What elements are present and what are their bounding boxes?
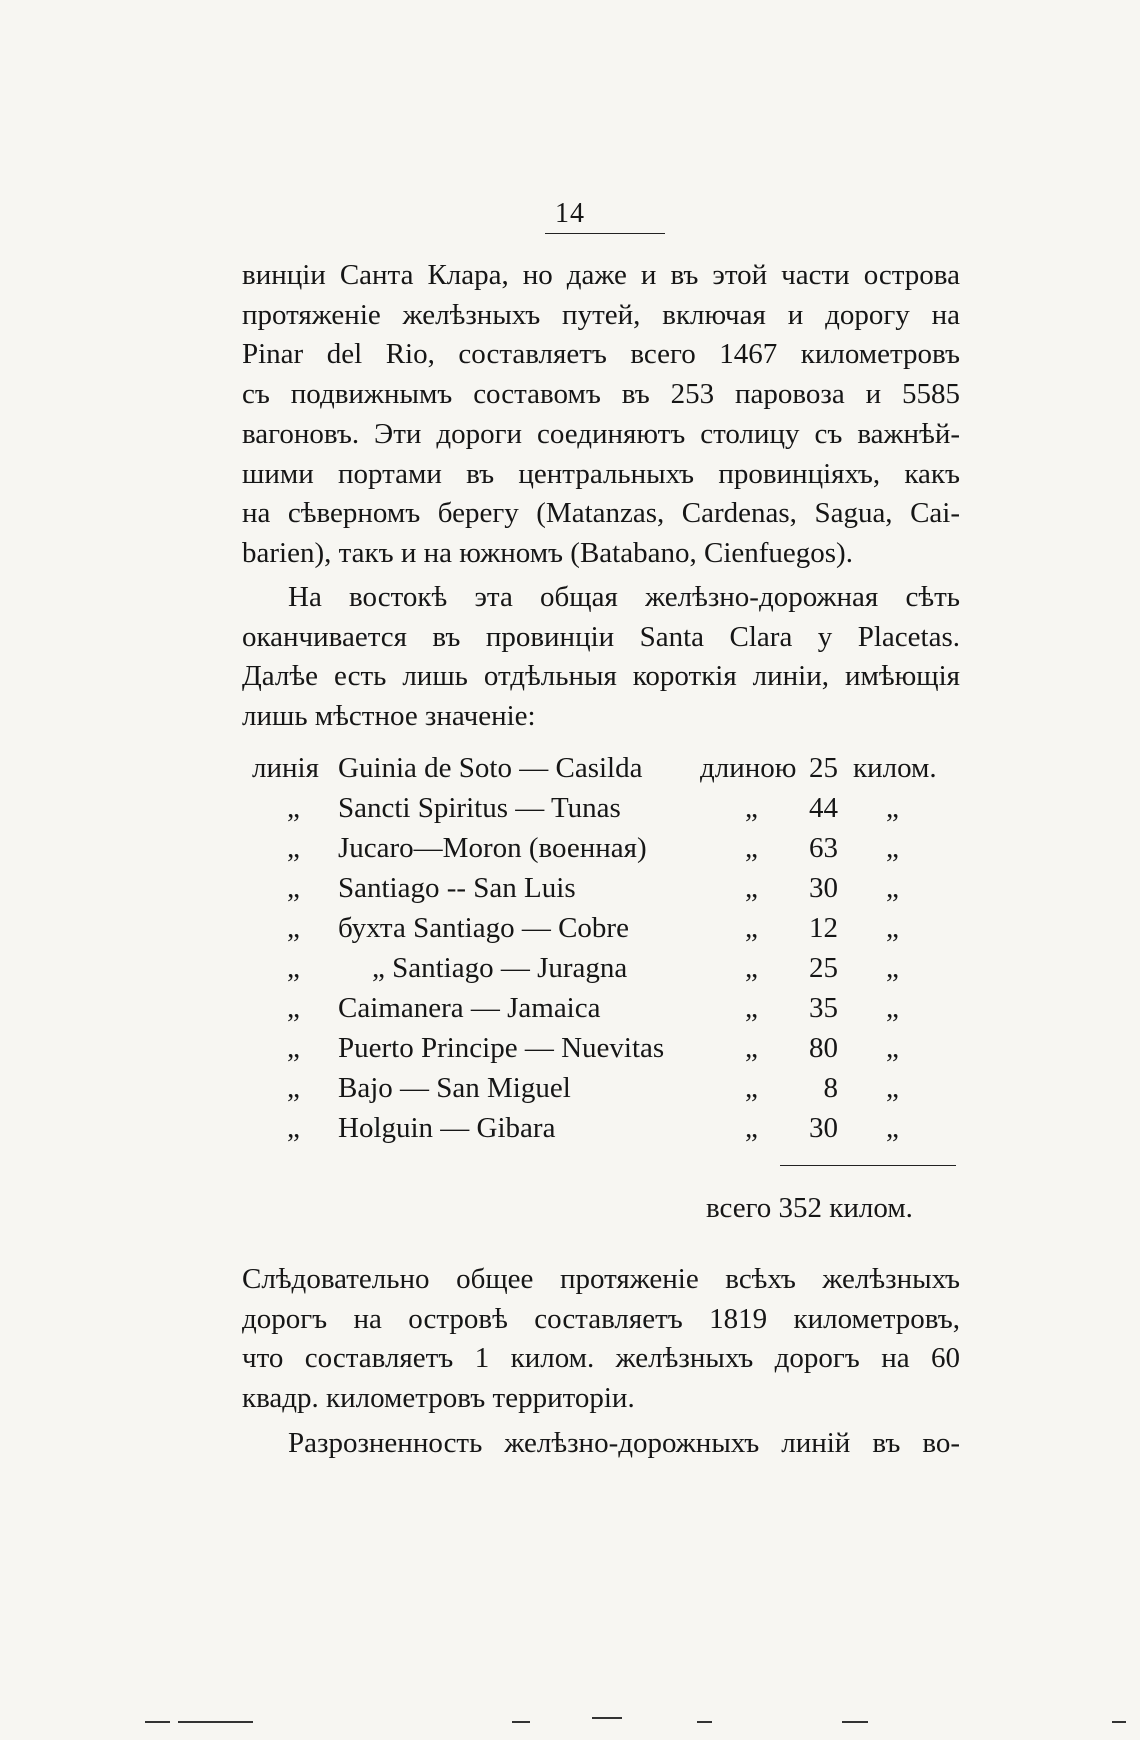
paragraph-line: дорогъ на островѣ составляетъ 1819 километровъ,	[242, 1302, 960, 1335]
railway-table	[252, 752, 957, 1152]
ditto-mark: „	[886, 952, 899, 984]
unit-label: килом.	[853, 752, 937, 784]
length-value: 30	[809, 872, 838, 904]
ditto-mark: „	[745, 832, 758, 864]
line-label: линія	[252, 752, 319, 784]
paragraph-line: на сѣверномъ берегу (Matanzas, Cardenas, Sagua, Cai-	[242, 497, 960, 530]
table-row	[252, 1112, 957, 1152]
page-number: 14	[555, 198, 585, 229]
paragraph-line: barien), такъ и на южномъ (Batabano, Cienfuegos).	[242, 536, 853, 569]
paragraph-line: квадр. километровъ территоріи.	[242, 1382, 635, 1415]
ditto-mark: „	[886, 1112, 899, 1144]
table-row	[252, 952, 957, 992]
ditto-mark: „	[886, 872, 899, 904]
paragraph-line: Pinar del Rio, составляетъ всего 1467 километровъ	[242, 338, 960, 371]
ditto-mark: „	[287, 1032, 300, 1064]
length-value: 44	[809, 792, 838, 824]
length-value: 63	[809, 832, 838, 864]
table-row	[252, 1072, 957, 1112]
length-value: 80	[809, 1032, 838, 1064]
ditto-mark: „	[886, 992, 899, 1024]
paragraph-line: шими портами въ центральныхъ провинціяхъ, какъ	[242, 457, 960, 490]
ditto-mark: „	[886, 1072, 899, 1104]
table-row	[252, 912, 957, 952]
length-value: 25	[809, 752, 838, 784]
route-name: Holguin — Gibara	[338, 1112, 556, 1144]
scan-mark	[842, 1721, 868, 1723]
ditto-mark: „	[287, 872, 300, 904]
route-name: Caimanera — Jamaica	[338, 992, 601, 1024]
ditto-mark: „	[745, 1032, 758, 1064]
paragraph-line: что составляетъ 1 килом. желѣзныхъ дорогъ на 60	[242, 1342, 960, 1375]
route-name: Puerto Principe — Nuevitas	[338, 1032, 665, 1064]
paragraph-line: лишь мѣстное значеніе:	[242, 700, 536, 733]
route-name: бухта Santiago — Cobre	[338, 912, 629, 944]
scan-mark	[178, 1721, 253, 1723]
length-value: 8	[823, 1072, 838, 1104]
length-label: длиною	[700, 752, 797, 784]
ditto-mark: „	[886, 912, 899, 944]
ditto-mark: „	[886, 832, 899, 864]
table-row	[252, 992, 957, 1032]
length-value: 30	[809, 1112, 838, 1144]
scan-mark	[697, 1721, 712, 1723]
ditto-mark: „	[745, 872, 758, 904]
page-number-rule	[545, 233, 665, 234]
length-value: 12	[809, 912, 838, 944]
table-row	[252, 792, 957, 832]
paragraph-line: съ подвижнымъ составомъ въ 253 паровоза и 5585	[242, 378, 960, 411]
ditto-mark: „	[886, 792, 899, 824]
ditto-mark: „	[287, 912, 300, 944]
paragraph-line: протяженіе желѣзныхъ путей, включая и дорогу на	[242, 298, 960, 331]
ditto-mark: „	[287, 1112, 300, 1144]
length-value: 35	[809, 992, 838, 1024]
table-row	[252, 752, 957, 792]
paragraph-3	[242, 1260, 960, 1419]
paragraph-line: Разрозненность желѣзно-дорожныхъ линій въ во-	[288, 1427, 960, 1459]
paragraph-line: Слѣдовательно общее протяженіе всѣхъ желѣзныхъ	[242, 1263, 960, 1295]
ditto-mark: „	[287, 832, 300, 864]
ditto-mark: „	[287, 952, 300, 984]
ditto-mark: „	[886, 1032, 899, 1064]
ditto-mark: „	[745, 952, 758, 984]
ditto-mark: „	[745, 792, 758, 824]
paragraph-line: оканчивается въ провинціи Santa Clara у Placetas.	[242, 620, 960, 653]
table-row	[252, 832, 957, 872]
paragraph-1	[242, 256, 960, 574]
route-name: Guinia de Soto — Casilda	[338, 752, 643, 784]
paragraph-line: вагоновъ. Эти дороги соединяютъ столицу съ важнѣй-	[242, 417, 960, 450]
route-name: Bajo — San Miguel	[338, 1072, 571, 1104]
table-row	[252, 872, 957, 912]
route-name: „ Santiago — Juragna	[372, 952, 628, 984]
paragraph-line: На востокѣ эта общая желѣзно-дорожная сѣть	[288, 581, 960, 613]
ditto-mark: „	[287, 1072, 300, 1104]
paragraph-line: Далѣе есть лишь отдѣльныя короткія линіи, имѣющія	[242, 660, 960, 693]
sum-rule	[780, 1165, 956, 1166]
ditto-mark: „	[745, 992, 758, 1024]
scan-mark	[1112, 1721, 1126, 1723]
scan-mark	[145, 1721, 170, 1723]
ditto-mark: „	[745, 1112, 758, 1144]
scan-mark	[592, 1717, 622, 1719]
route-name: Sancti Spiritus — Tunas	[338, 792, 621, 824]
paragraph-line: винціи Санта Клара, но даже и въ этой части острова	[242, 259, 960, 291]
ditto-mark: „	[287, 992, 300, 1024]
route-name: Santiago -- San Luis	[338, 872, 576, 904]
scan-mark	[512, 1721, 530, 1723]
table-row	[252, 1032, 957, 1072]
paragraph-4	[242, 1424, 960, 1464]
route-name: Jucaro—Moron (военная)	[338, 832, 647, 864]
paragraph-2	[242, 578, 960, 737]
length-value: 25	[809, 952, 838, 984]
ditto-mark: „	[287, 792, 300, 824]
table-total: всего 352 килом.	[706, 1192, 913, 1224]
ditto-mark: „	[745, 1072, 758, 1104]
ditto-mark: „	[745, 912, 758, 944]
